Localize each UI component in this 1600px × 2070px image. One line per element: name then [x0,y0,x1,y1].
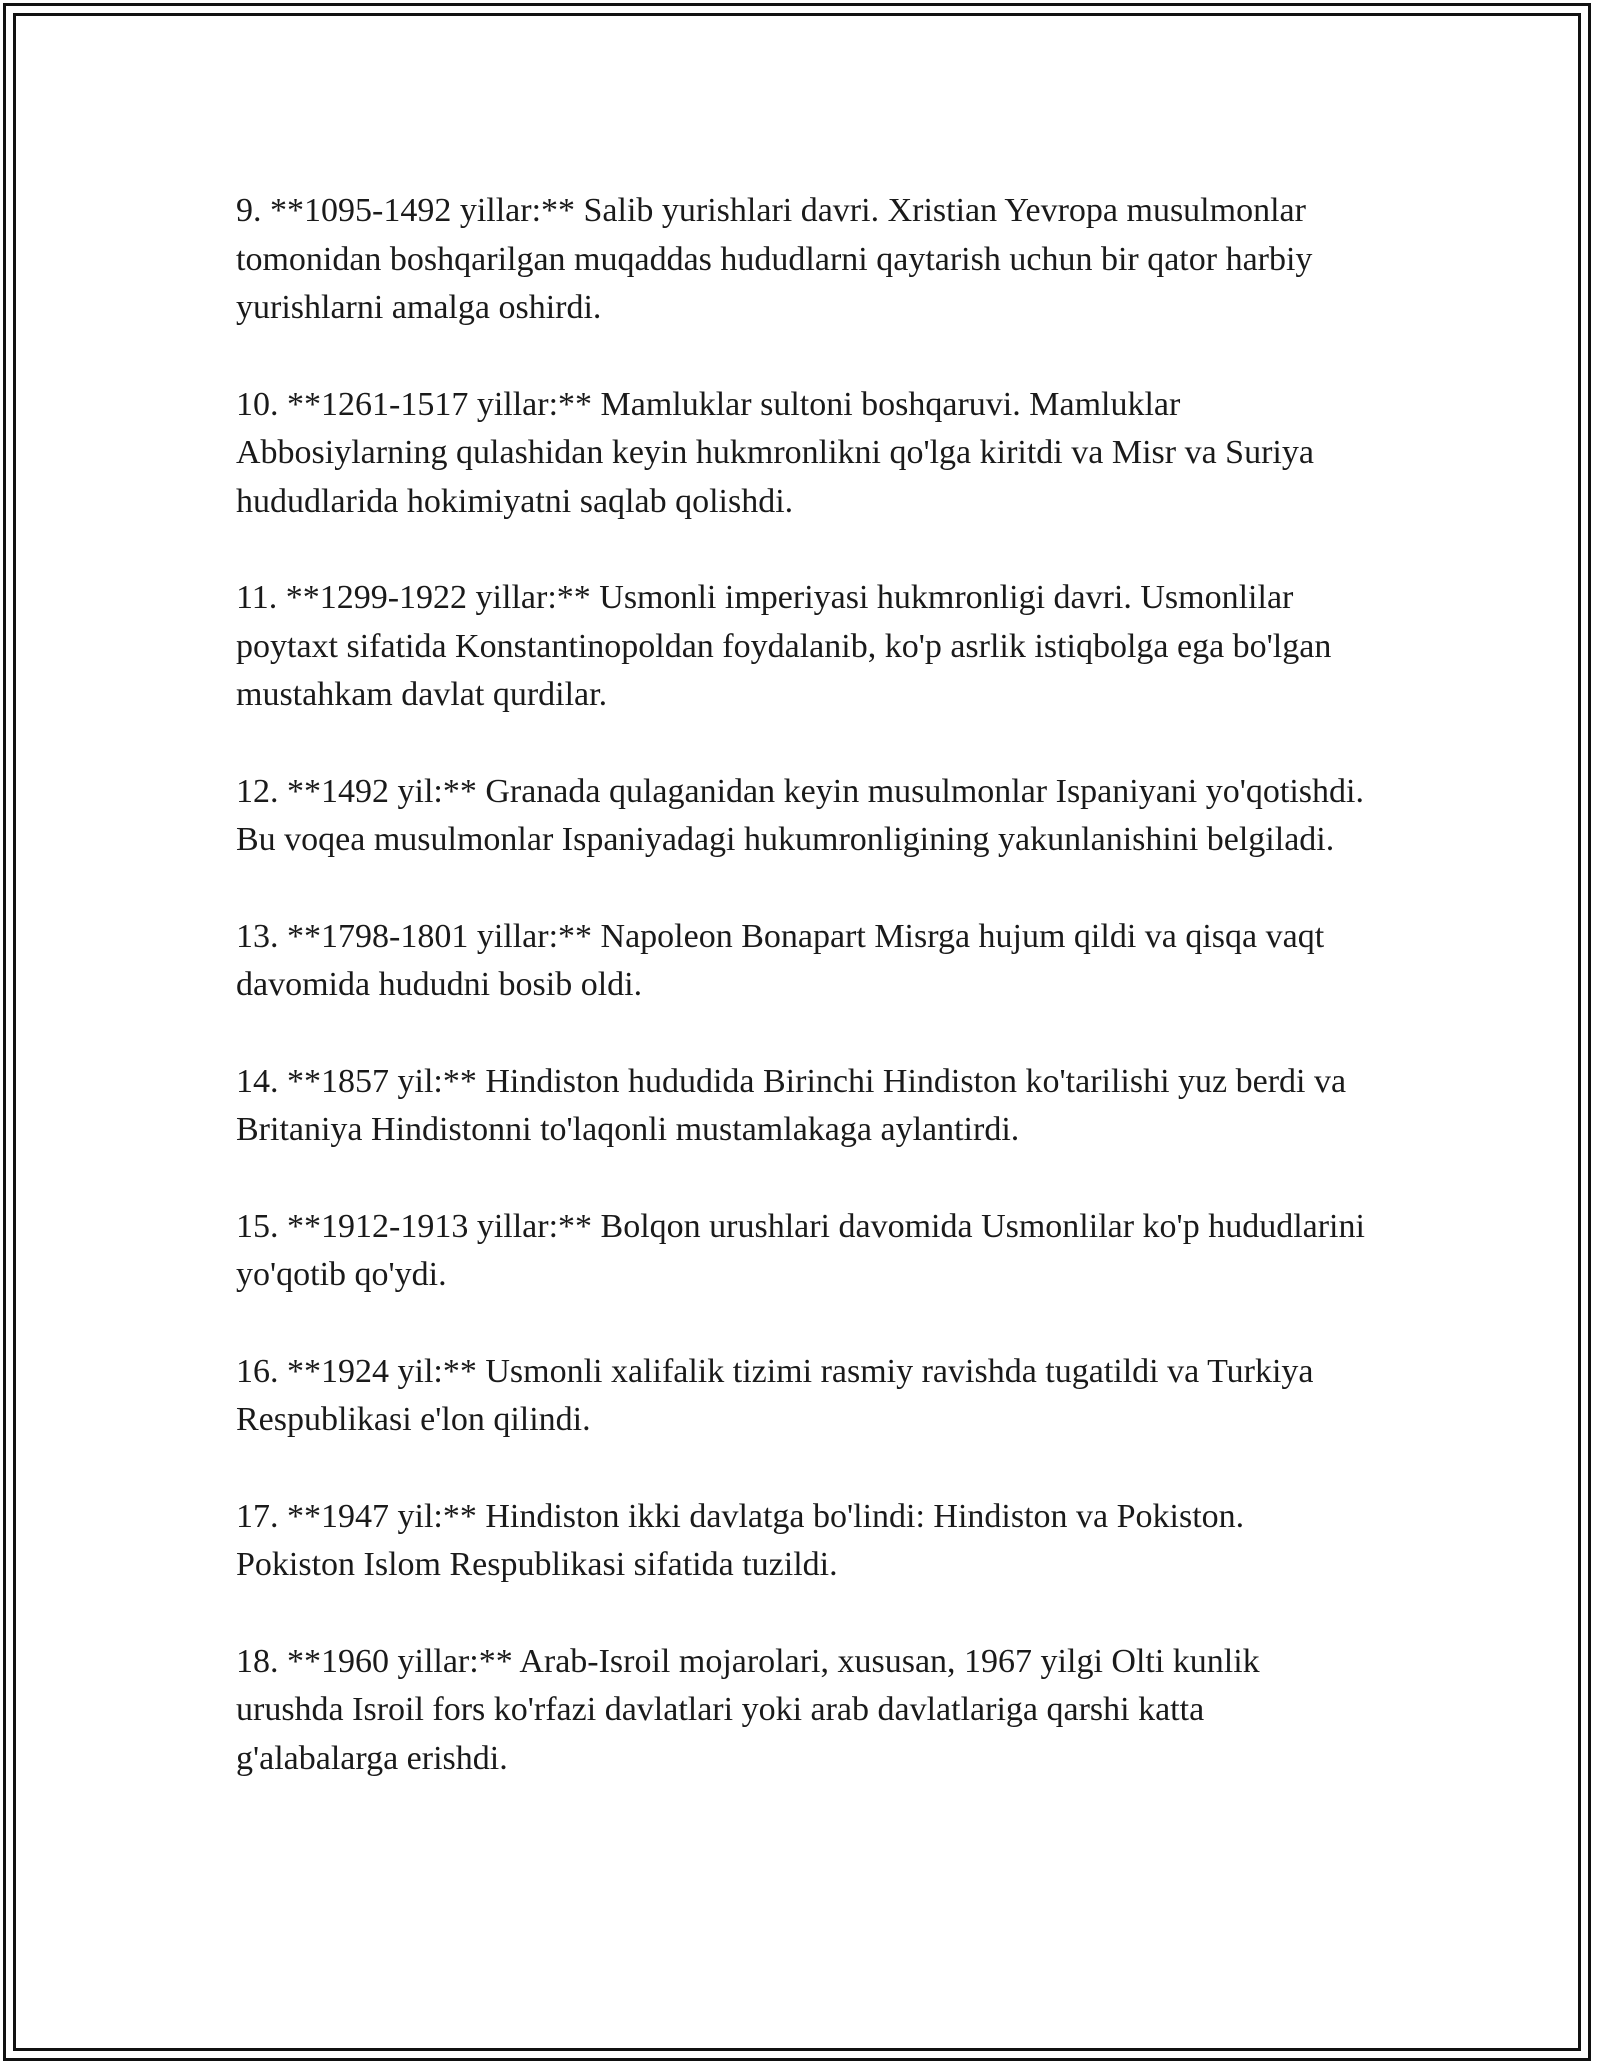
timeline-entry-11: 11. **1299-1922 yillar:** Usmonli imperiyasi hukmronligi davri. Usmonlilar poytaxt sifatida Konstantinopoldan foydalanib, ko'p asrlik istiqbolga ega bo'lgan mustahkam davlat qurdilar. [236,579,1332,713]
timeline-entry-12: 12. **1492 yil:** Granada qulaganidan keyin musulmonlar Ispaniyani yo'qotishdi. Bu voqea musulmonlar Ispaniyadagi hukumronligining yakunlanishini belgiladi. [236,772,1364,858]
timeline-entry-14: 14. **1857 yil:** Hindiston hududida Birinchi Hindiston ko'tarilishi yuz berdi va Britaniya Hindistonni to'laqonli mustamlakaga aylantirdi. [236,1062,1347,1148]
timeline-entry-10: 10. **1261-1517 yillar:** Mamluklar sultoni boshqaruvi. Mamluklar Abbosiylarning qulashidan keyin hukmronlikni qo'lga kiritdi va Misr va Suriya hududlarida hokimiyatni saqlab qolishdi. [236,385,1314,520]
timeline-entry-18: 18. **1960 yillar:** Arab-Isroil mojarolari, xususan, 1967 yilgi Olti kunlik urushda Isroil fors ko'rfazi davlatlari yoki arab davlatlariga qarshi katta g'alabalarga erishdi. [236,1642,1260,1777]
timeline-entry-15: 15. **1912-1913 yillar:** Bolqon urushlari davomida Usmonlilar ko'p hududlarini yo'qotib qo'ydi. [236,1207,1365,1293]
timeline-entry-9: 9. **1095-1492 yillar:** Salib yurishlari davri. Xristian Yevropa musulmonlar tomonidan boshqarilgan muqaddas hududlarni qaytarish uchun bir qator harbiy yurishlarni amalga oshirdi. [236,192,1313,326]
timeline-entry-13: 13. **1798-1801 yillar:** Napoleon Bonapart Misrga hujum qildi va qisqa vaqt davomida hududni bosib oldi. [236,917,1325,1003]
document-body [236,187,1366,1831]
timeline-entry-17: 17. **1947 yil:** Hindiston ikki davlatga bo'lindi: Hindiston va Pokiston. Pokiston Islom Respublikasi sifatida tuzildi. [236,1497,1245,1583]
timeline-entry-16: 16. **1924 yil:** Usmonli xalifalik tizimi rasmiy ravishda tugatildi va Turkiya Respublikasi e'lon qilindi. [236,1352,1314,1438]
